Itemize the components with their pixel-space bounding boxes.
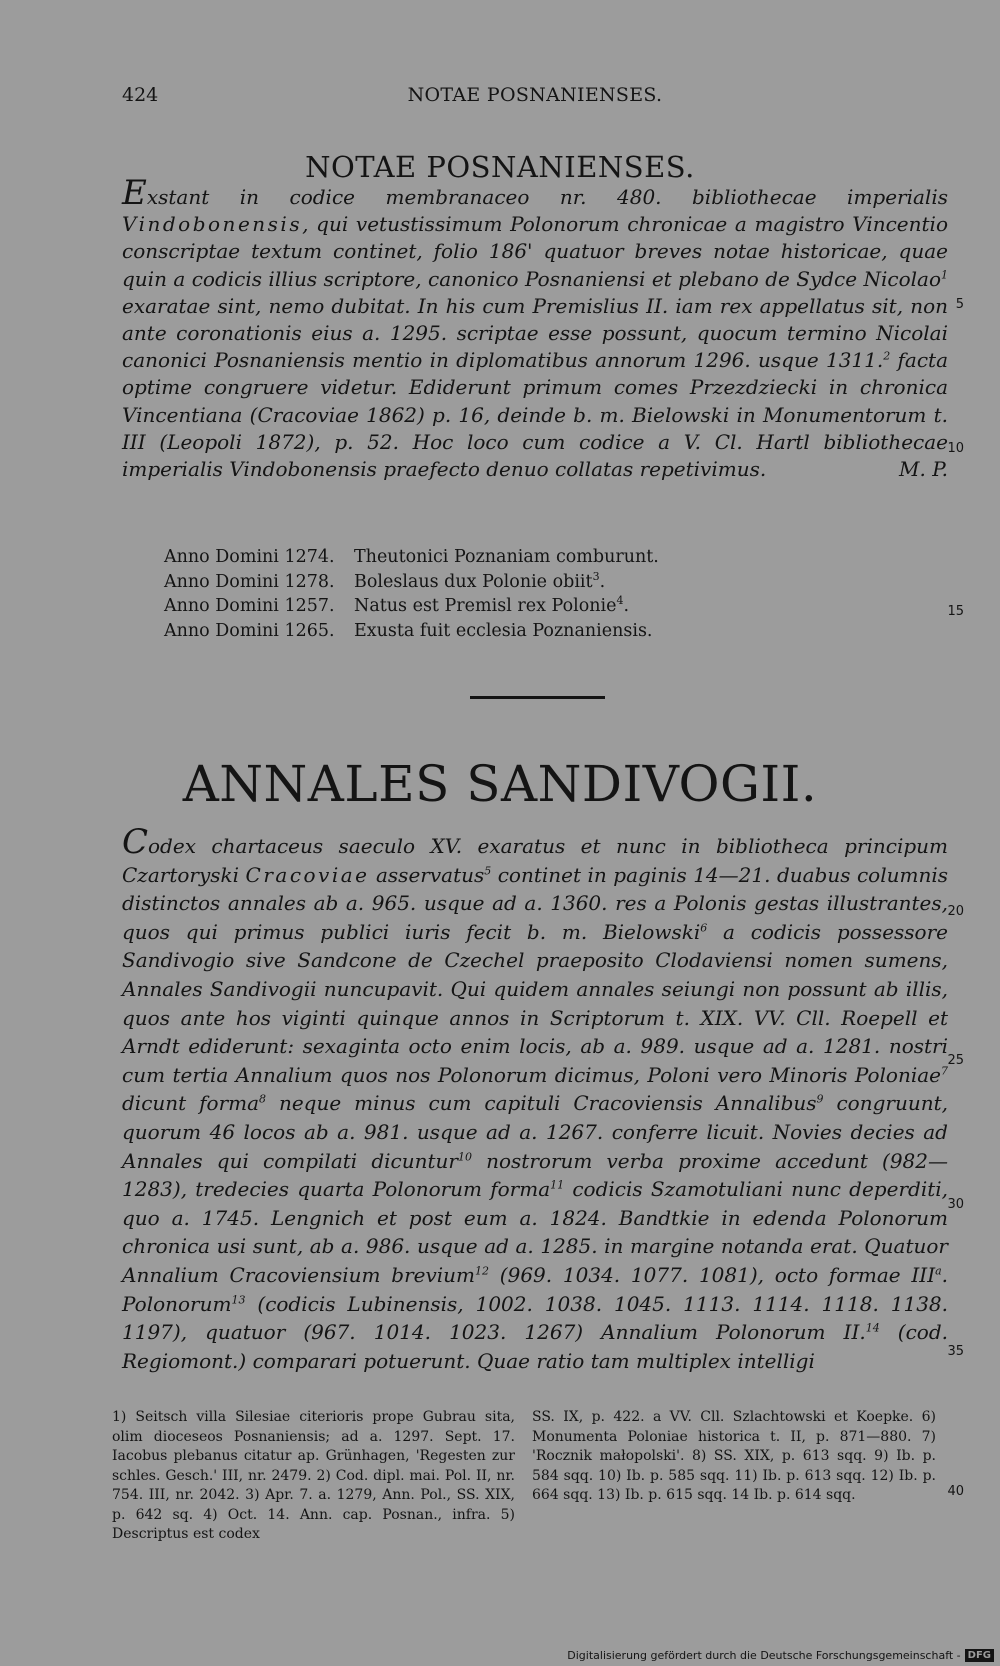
running-head-title: NOTAE POSNANIENSES. <box>407 84 663 106</box>
line-number: 20 <box>947 904 964 919</box>
drop-cap: C <box>122 822 149 862</box>
section-title-notae: NOTAE POSNANIENSES. <box>305 150 695 184</box>
line-number: 25 <box>947 1053 964 1068</box>
drop-cap: E <box>122 173 147 213</box>
section-title-annales: ANNALES SANDIVOGII. <box>182 755 818 813</box>
annal-entry: Anno Domini 1274. Theutonici Poznaniam comburunt. <box>164 547 659 567</box>
annal-entry: Anno Domini 1265. Exusta fuit ecclesia Poznaniensis. <box>164 620 653 641</box>
section-divider <box>470 696 605 699</box>
line-number: 10 <box>947 441 964 456</box>
annal-entries <box>164 545 659 643</box>
footnote-ref: 2 <box>883 349 891 363</box>
annal-entry: Anno Domini 1257. Natus est Premisl rex Polonie$^4$. <box>164 594 630 616</box>
line-number: 30 <box>947 1197 964 1212</box>
footnotes-right-column: SS. IX, p. 422. a VV. Cll. Szlachtowski et Koepke. 6) Monumenta Poloniae historica t. II, p. 871—880. 7) 'Rocznik małopolski'. 8) SS. XIX, p. 613 sqq. 9) Ib. p. 584 sqq. 10) Ib. p. 585 sqq. 11) Ib. p. 613 sqq. 12) Ib. p. 664 sqq. 13) Ib. p. 615 sqq. 14 Ib. p. 614 sqq. <box>532 1409 936 1503</box>
footer <box>567 1649 994 1662</box>
annal-entry: Anno Domini 1278. Boleslaus dux Polonie obiit$^3$. <box>164 569 606 592</box>
footnote-ref: 1 <box>941 267 948 281</box>
dfg-logo-icon: DFG <box>965 1649 994 1662</box>
intro-paragraph-notae: Exstant in codice membranaceo nr. 480. bibliothecae imperialis Vindobonensis, qui vetustissimum Polonorum chronicae a magistro Vincentio conscriptae textum continet, folio 186' quatuor breves notae historicae, quae quin a codicis illius scriptore, canonico Posnaniensi et plebano de Sydce Nicolao$^1$ exaratae sint, nemo dubitat. In his cum Premislius II. iam rex appellatus sit, non ante coronationis eius a. 1295. scriptae esse possunt, quocum termino Nicolai canonici Posnaniensis mentio in diplomatibus annorum 1296. usque 1311.$^2$ facta optime congruere videtur. Ediderunt primum comes Przezdziecki in chronica Vincentiana (Cracoviae 1862) p. 16, deinde b. m. Bielowski in Monumentorum t. III (Leopoli 1872), p. 52. Hoc loco cum codice a V. Cl. Hartl bibliothecae imperialis Vindobonensis praefecto denuo collatas repetivimus. M. P. <box>122 183 948 483</box>
line-number: 5 <box>955 297 964 312</box>
author-signature: M. P. <box>899 457 948 482</box>
line-number: 15 <box>947 604 964 619</box>
page-number: 424 <box>122 84 159 106</box>
intro-paragraph-annales: Codex chartaceus saeculo XV. exaratus et nunc in bibliotheca principum Czartoryski Cracoviae asservatus$^5$ continet in paginis 14—21. duabus columnis distinctos annales ab a. 965. usque ad a. 1360. res a Polonis gestas illustrantes, quos qui primus publici iuris fecit b. m. Bielowski$^6$ a codicis possessore Sandivogio sive Sandcone de Czechel praeposito Clodaviensi nomen sumens, Annales Sandivogii nuncupavit. Qui quidem annales seiungi non possunt ab illis, quos ante hos viginti quinque annos in Scriptorum t. XIX. VV. Cll. Roepell et Arndt ediderunt: sexaginta octo enim locis, ab a. 989. usque ad a. 1281. nostri cum tertia Annalium quos nos Polonorum dicimus, Poloni vero Minoris Poloniae$^7$ dicunt forma$^8$ neque minus cum capituli Cracoviensis Annalibus$^9$ congruunt, quorum 46 locos ab a. 981. usque ad a. 1267. conferre licuit. Novies decies ad Annales qui compilati dicuntur$^{10}$ nostrorum verba proxime accedunt (982—1283), tredecies quarta Polonorum forma$^{11}$ codicis Szamotuliani nunc deperditi, quo a. 1745. Lengnich et post eum a. 1824. Bandtkie in edenda Polonorum chronica usi sunt, ab a. 986. usque ad a. 1285. in margine notanda erat. Quatuor Annalium Cracoviensium brevium$^{12}$ (969. 1034. 1077. 1081), octo formae III$^a$. Polonorum$^{13}$ (codicis Lubinensis, 1002. 1038. 1045. 1113. 1114. 1118. 1138. 1197), quatuor (967. 1014. 1023. 1267) Annalium Polonorum II.$^{14}$ (cod. Regiomont.) comparari potuerunt. Quae ratio tam multiplex intelligi <box>122 822 949 1373</box>
footer-credit: Digitalisierung gefördert durch die Deutsche Forschungsgemeinschaft - <box>567 1649 961 1662</box>
line-number: 35 <box>947 1344 964 1359</box>
line-number: 40 <box>947 1484 964 1499</box>
footnotes-left-column: 1) Seitsch villa Silesiae citerioris prope Gubrau sita, olim dioceseos Posnaniensis; ad a. 1297. Sept. 17. Iacobus plebanus citatur ap. Grünhagen, 'Regesten zur schles. Gesch.' III, nr. 2479. 2) Cod. dipl. mai. Pol. II, nr. 754. III, nr. 2042. 3) Apr. 7. a. 1279, Ann. Pol., SS. XIX, p. 642 sq. 4) Oct. 14. Ann. cap. Posnan., infra. 5) Descriptus est codex <box>112 1409 515 1542</box>
